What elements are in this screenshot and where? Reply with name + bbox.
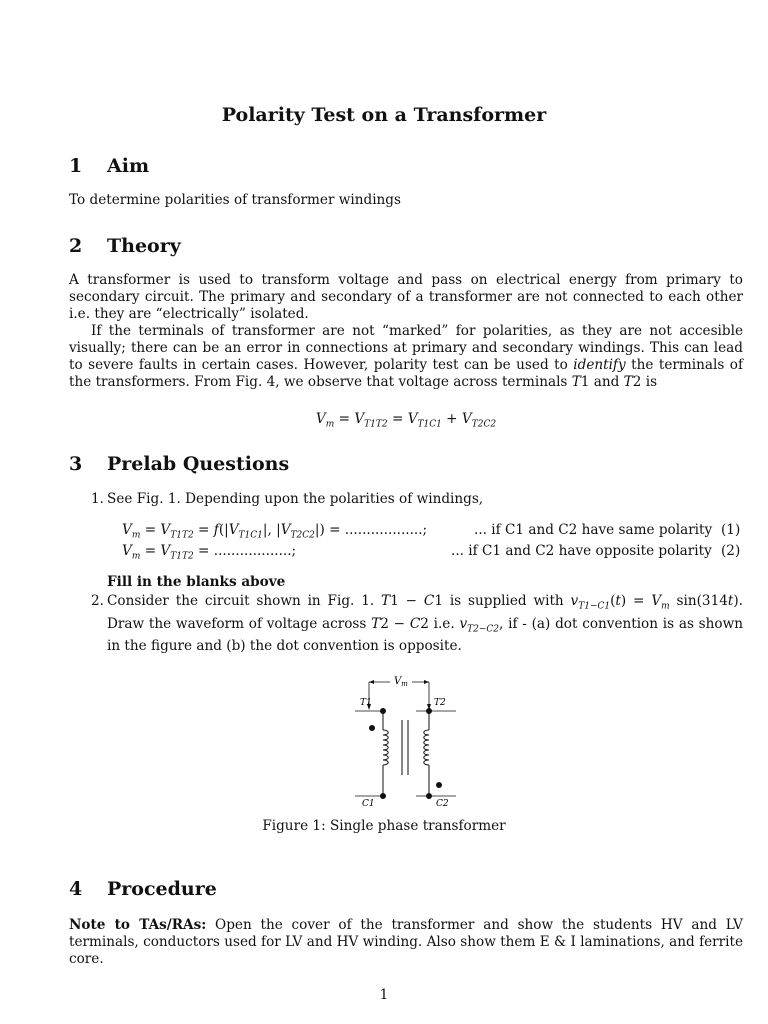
section-title: Theory [107, 235, 181, 257]
section-prelab-heading [69, 453, 289, 475]
page-number: 1 [379, 987, 389, 1003]
note-label: Note to TAs/RAs: [69, 917, 207, 933]
aim-text: To determine polarities of transformer windings [69, 192, 401, 208]
section-title: Aim [107, 155, 150, 177]
vm-label: $V_m$ [394, 676, 408, 688]
equation-1-tag: (1) [721, 522, 741, 538]
fill-in-blanks-note: Fill in the blanks above [107, 574, 286, 590]
equation-1-lhs: $V_m = V_{T1T2} = f(|V_{T1C1}|$, $|V_{T2C2}|$) = ..................; [122, 522, 428, 541]
theory-paragraph-2: If the terminals of transformer are not “marked” for polarities, as they are not accesible visually; there can be an error in connections at primary and secondary windings. This can lead to severe faults in certain cases. However, polarity test can be used to identify the terminals of the transformers. From Fig. 4, we observe that voltage across terminals T1 and T2 is [69, 323, 743, 390]
terminal-c1-node [380, 793, 386, 799]
theory-equation: $V_m = V_{T1T2} = V_{T1C1} + V_{T2C2}$ [315, 411, 497, 430]
terminal-c2-node [426, 793, 432, 799]
section-number: 3 [69, 453, 83, 475]
c1-label: C1 [362, 799, 375, 809]
section-title: Procedure [107, 878, 217, 900]
equation-2-condition: ... if C1 and C2 have opposite polarity [451, 543, 712, 559]
theory-body [69, 272, 743, 391]
polarity-dot-secondary [436, 782, 442, 788]
primary-coil [383, 730, 388, 765]
section-number: 1 [69, 155, 83, 177]
t1-label: T1 [360, 698, 372, 708]
document-title: Polarity Test on a Transformer [221, 104, 547, 126]
section-procedure-heading [69, 878, 217, 900]
section-theory-heading [69, 235, 181, 257]
equation-2-tag: (2) [721, 543, 741, 559]
transformer-diagram [340, 672, 470, 812]
prelab-question-1: 1. See Fig. 1. Depending upon the polarities of windings, [91, 491, 484, 507]
section-number: 4 [69, 878, 83, 900]
procedure-note [69, 917, 743, 968]
t2-label: T2 [434, 698, 446, 708]
c2-label: C2 [436, 799, 449, 809]
note-text: Open the cover of the transformer and show the students HV and LV terminals, conductors used for LV and HV winding. Also show them E & I laminations, and ferrite core. [69, 917, 743, 967]
theory-paragraph-1: A transformer is used to transform voltage and pass on electrical energy from primary to secondary circuit. The primary and secondary of a transformer are not connected to each other i.e. they are “electrically” isolated. [69, 272, 743, 322]
equation-1-condition: ... if C1 and C2 have same polarity [474, 522, 713, 538]
equation-2-lhs: $V_m = V_{T1T2}$ = ..................; [122, 543, 297, 562]
section-title: Prelab Questions [107, 453, 290, 475]
section-number: 2 [69, 235, 83, 257]
figure-caption: Figure 1: Single phase transformer [262, 818, 506, 834]
secondary-coil [424, 730, 429, 765]
prelab-question-2: 2. Consider the circuit shown in Fig. 1. T1 − C1 is supplied with $v_{T1-C1}(t) = V_m$ sin(314t). Draw the waveform of voltage across T2 − C2 i.e. $v_{T2-C2}$, if - (a) dot convention is as shown in the figure and (b) the dot convention is opposite. [91, 593, 743, 655]
section-aim-heading [69, 155, 149, 177]
polarity-dot-primary [369, 725, 375, 731]
